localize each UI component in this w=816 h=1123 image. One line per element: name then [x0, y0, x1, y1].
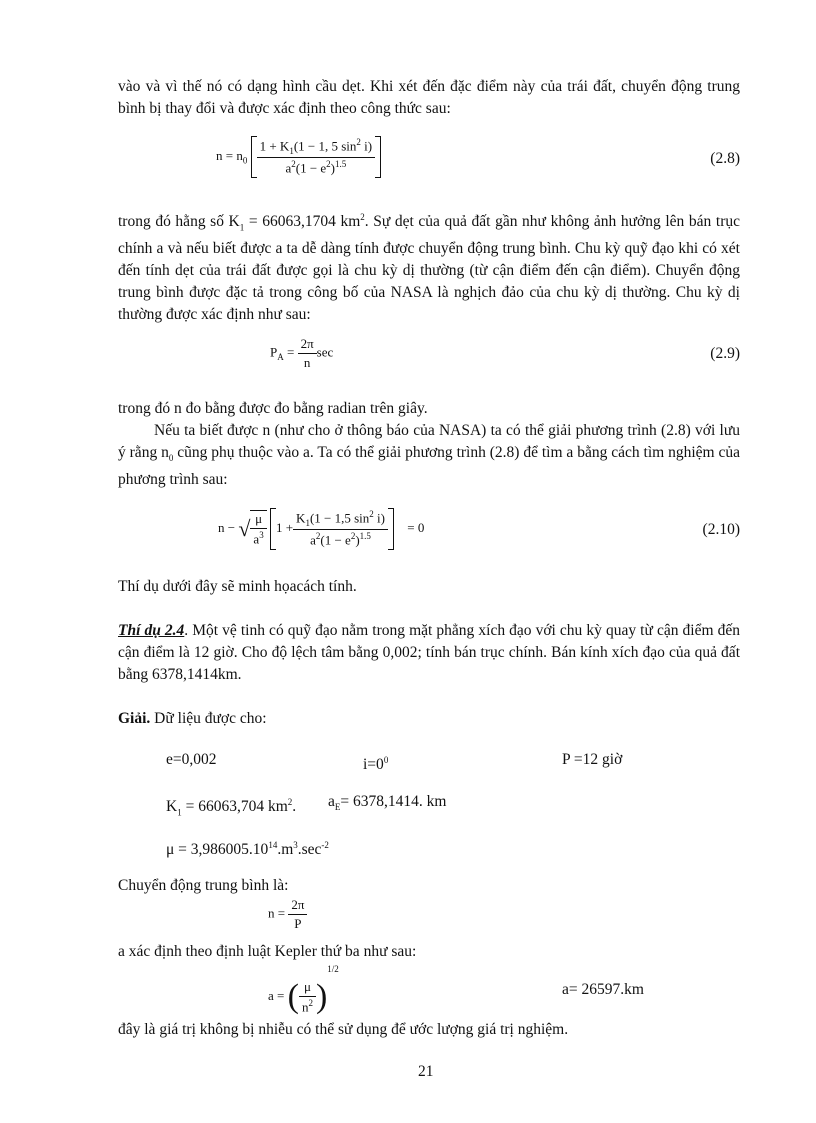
- data-mu: [166, 835, 329, 860]
- paragraph-intro: vào và vì thế nó có dạng hình cầu dẹt. Khi xét đến đặc điểm này của trái đất, chuyển động trung bình bị thay đổi và được xác định theo công thức sau:: [118, 78, 740, 117]
- eq210-den-rest: (1 − e: [320, 532, 351, 548]
- paragraph-radian: trong đó n đo bằng được đo bằng radian trên giây.: [118, 400, 428, 417]
- data-k1: [166, 792, 296, 822]
- eq28-den-rest: (1 − e: [295, 160, 327, 176]
- eq28-right-bracket: [375, 136, 381, 178]
- data-k1-sup: 2: [287, 797, 293, 807]
- equation-2-8-label: (2.8): [710, 150, 740, 167]
- data-k1-end: .: [292, 798, 297, 816]
- eq29-lhs: P: [270, 344, 278, 360]
- mean-motion-den: P: [294, 916, 302, 931]
- eq28-den-sup2: 2: [326, 159, 331, 170]
- equation-mean-motion: [268, 897, 307, 932]
- data-ae-sub: E: [334, 802, 341, 813]
- data-ae-value: = 6378,1414. km: [340, 793, 447, 810]
- eq28-num-end: i): [360, 138, 373, 154]
- eq210-one: 1 +: [275, 519, 294, 535]
- eq28-den: a: [285, 160, 292, 176]
- eq210-num-sup: 2: [369, 509, 374, 520]
- example-2-4: [118, 620, 740, 686]
- data-k1-value: = 66063,704 km: [181, 798, 288, 816]
- equation-2-8: [216, 136, 381, 178]
- eq29-lhs-sub: A: [277, 352, 284, 363]
- eq29-den: n: [303, 355, 311, 370]
- eq210-num-end: i): [373, 510, 385, 526]
- eq210-fraction: [293, 509, 388, 548]
- para2-text-a: trong đó hằng số K: [118, 213, 240, 231]
- para4-sub: 0: [168, 453, 174, 464]
- eq210-sqrt-den-sup: 3: [259, 530, 264, 541]
- data-mu-mid: .m: [277, 841, 294, 859]
- mean-motion-lhs: n =: [268, 905, 286, 921]
- eq28-num-sup: 2: [356, 137, 361, 148]
- data-mu-sup2: 3: [293, 840, 298, 850]
- eq29-fraction: [298, 336, 317, 371]
- mean-motion-num: 2π: [288, 897, 307, 915]
- data-mu-sup: 14: [268, 840, 278, 850]
- data-mu-sup3: -2: [321, 840, 329, 850]
- eq210-den-sup2: 2: [350, 531, 356, 542]
- kepler-result: a= 26597.km: [562, 981, 644, 998]
- eq29-equals: =: [283, 344, 298, 360]
- eq210-sqrt-den: a: [253, 531, 260, 547]
- mean-motion-fraction: [288, 897, 307, 932]
- para2-sub: 1: [239, 222, 245, 233]
- page-number: 21: [418, 1063, 434, 1080]
- data-i-text: i=0: [363, 756, 384, 774]
- para2-sup: 2: [360, 212, 365, 222]
- eq210-sqrt-num: μ: [250, 511, 266, 529]
- eq210-sqrt-icon: √: [238, 516, 251, 541]
- eq29-num: 2π: [298, 336, 317, 354]
- kepler-fraction: [299, 979, 316, 1015]
- kepler-lhs: a =: [268, 988, 285, 1003]
- example-text: . Một vệ tinh có quỹ đạo nằm trong mặt phẳng xích đạo với chu kỳ quay từ cận điểm đến cận điểm là 12 giờ. Cho độ lệch tâm bằng 0,002; tính bán trục chính. Bán kính xích đạo của quả đất bằng 6378,1414km.: [118, 622, 740, 683]
- kepler-text: a xác định theo định luật Kepler thứ ba như sau:: [118, 943, 417, 960]
- eq28-fraction: [257, 137, 376, 176]
- eq28-num-sub: 1: [289, 146, 294, 157]
- eq28-den-end: ): [330, 160, 336, 176]
- data-i-sup: 0: [383, 755, 389, 765]
- data-p: P =12 giờ: [562, 751, 623, 768]
- data-mu-mid2: .sec: [297, 841, 322, 859]
- equation-kepler: [268, 964, 339, 1016]
- data-k1-label: K: [166, 798, 178, 816]
- eq28-lhs: n = n: [216, 147, 243, 163]
- para4-text-a: Nếu ta biết được n (như cho ở thông báo của NASA) ta có thể giải phương trình (2.8) với lưu ý rằng n: [118, 422, 740, 461]
- eq210-den-sup: 2: [315, 531, 321, 542]
- data-e: e=0,002: [166, 751, 217, 768]
- eq210-sqrt-fraction: [250, 510, 266, 547]
- eq28-lhs-sub: 0: [242, 155, 248, 166]
- data-k1-sub: 1: [177, 807, 182, 818]
- kepler-right-paren: ): [315, 978, 328, 1016]
- kepler-power: 1/2: [327, 964, 339, 974]
- example-title: Thí dụ 2.4: [118, 622, 185, 639]
- solution-text: Dữ liệu được cho:: [150, 710, 267, 727]
- eq210-num-rest: (1 − 1,5 sin: [309, 510, 370, 526]
- equation-2-10-label: (2.10): [702, 521, 740, 538]
- eq28-den-sup: 2: [291, 159, 296, 170]
- eq210-den-pow: 1.5: [359, 531, 371, 542]
- eq210-lhs: n −: [218, 519, 236, 535]
- equation-2-10: [218, 508, 424, 550]
- equation-2-9: [270, 336, 333, 371]
- eq210-rhs: = 0: [407, 519, 425, 535]
- eq210-den: a: [310, 532, 316, 548]
- solution-label: Giải.: [118, 710, 151, 727]
- paragraph-example-intro: Thí dụ dưới đây sẽ minh họacách tính.: [118, 578, 357, 595]
- data-ae-label: a: [328, 793, 335, 810]
- solution-heading: [118, 708, 740, 730]
- kepler-left-paren: (: [287, 978, 299, 1016]
- kepler-den: n: [301, 999, 309, 1015]
- eq29-unit: sec: [316, 344, 334, 360]
- mean-motion-text: Chuyển động trung bình là:: [118, 877, 289, 894]
- eq28-num-rest: (1 − 1, 5 sin: [293, 138, 357, 154]
- eq210-right-bracket: [388, 508, 394, 550]
- eq210-num-sub: 1: [305, 518, 310, 529]
- equation-2-9-label: (2.9): [710, 345, 740, 362]
- paragraph-solve: [118, 420, 740, 491]
- data-i: [363, 750, 388, 775]
- para4-text-b: cũng phụ thuộc vào a. Ta có thể giải phương trình (2.8) để tìm a bằng cách tìm nghiệm của phương trình sau:: [118, 444, 740, 489]
- eq28-num: 1 + K: [259, 138, 290, 154]
- closing-text: đây là giá trị không bị nhiễu có thể sử dụng để ước lượng giá trị nghiệm.: [118, 1021, 569, 1038]
- kepler-den-sup: 2: [308, 997, 313, 1008]
- eq28-den-pow: 1.5: [335, 159, 347, 170]
- paragraph-k1: [118, 206, 740, 326]
- data-mu-text: μ = 3,986005.10: [166, 841, 269, 859]
- data-ae: [328, 792, 446, 817]
- para2-text-b: = 66063,1704 km: [244, 213, 361, 231]
- eq210-num: K: [296, 510, 306, 526]
- kepler-num: μ: [299, 979, 316, 997]
- eq210-den-end: ): [355, 532, 360, 548]
- para2-text-c: . Sự dẹt của quả đất gần như không ảnh hưởng lên bán trục chính a và nếu biết được a ta dễ dàng tính được chuyển động trung bình. Chu kỳ quỹ đạo khi có xét đến tính dẹt của trái đất được gọi là chu kỳ dị thường (từ cận điểm đến cận điểm). Chuyển động trung bình được đặc tả trong công bố của NASA là nghịch đảo của chu kỳ dị thường. Chu kỳ dị thường được xác định như sau:: [118, 213, 740, 324]
